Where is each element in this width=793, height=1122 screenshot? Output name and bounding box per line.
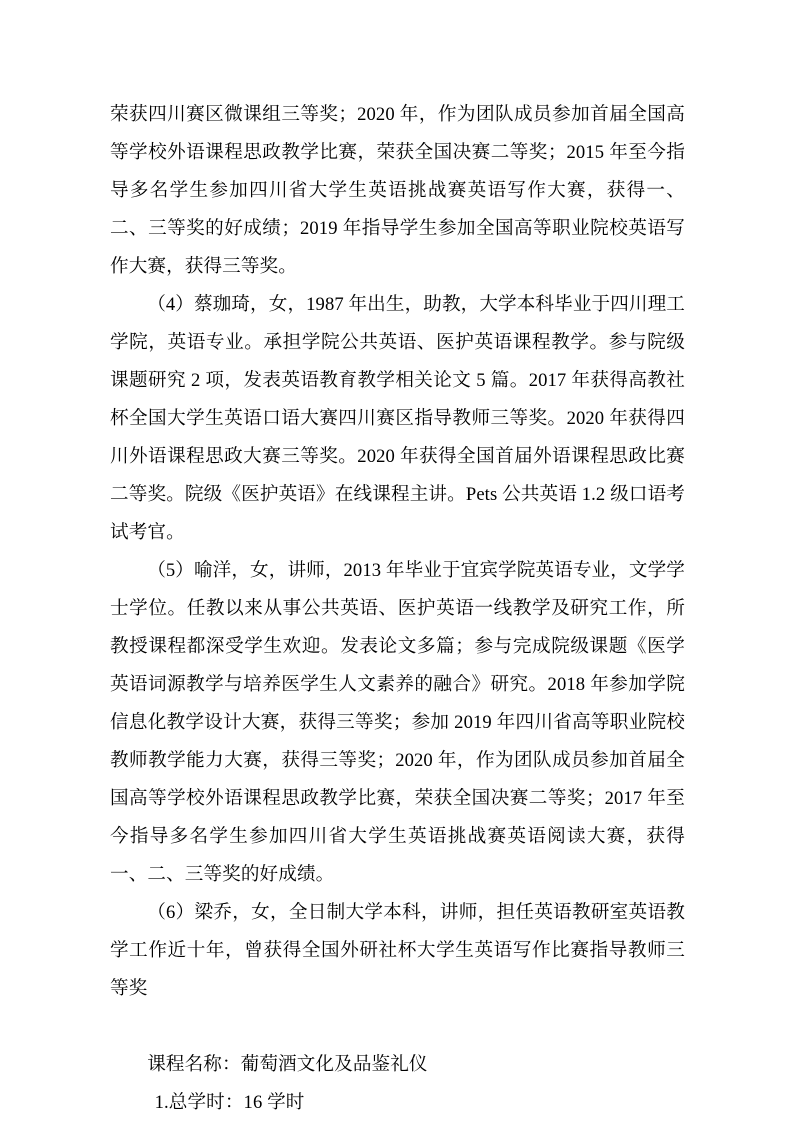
document-body bbox=[110, 96, 685, 1122]
paragraph-continuation: 荣获四川赛区微课组三等奖；2020 年，作为团队成员参加首届全国高等学校外语课程思政教学比赛，荣获全国决赛二等奖；2015 年至今指导多名学生参加四川省大学生英语挑战赛英语写作大赛，获得一、二、三等奖的好成绩；2019 年指导学生参加全国高等职业院校英语写作大赛，获得三等奖。 bbox=[110, 104, 685, 277]
paragraph-item-4: （4）蔡珈琦，女，1987 年出生，助教，大学本科毕业于四川理工学院，英语专业。承担学院公共英语、医护英语课程教学。参与院级课题研究 2 项，发表英语教育教学相关论文 5 篇。2017 年获得高教社杯全国大学生英语口语大赛四川赛区指导教师三等奖。2020 年获得四川外语课程思政大赛三等奖。2020 年获得全国首届外语课程思政比赛二等奖。院级《医护英语》在线课程主讲。Pets 公共英语 1.2 级口语考试考官。 bbox=[110, 294, 685, 543]
paragraph-item-5: （5）喻洋，女，讲师，2013 年毕业于宜宾学院英语专业，文学学士学位。任教以来从事公共英语、医护英语一线教学及研究工作，所教授课程都深受学生欢迎。发表论文多篇；参与完成院级课题《医学英语词源教学与培养医学生人文素养的融合》研究。2018 年参加学院信息化教学设计大赛，获得三等奖；参加 2019 年四川省高等职业院校教师教学能力大赛，获得三等奖；2020 年，作为团队成员参加首届全国高等学校外语课程思政教学比赛，荣获全国决赛二等奖；2017 年至今指导多名学生参加四川省大学生英语挑战赛英语阅读大赛，获得一、二、三等奖的好成绩。 bbox=[110, 560, 685, 885]
course-name-line: 课程名称：葡萄酒文化及品鉴礼仪 bbox=[147, 1054, 428, 1075]
section-spacer bbox=[110, 1008, 685, 1046]
total-hours-line: 1.总学时：16 学时 bbox=[154, 1092, 305, 1113]
paragraph-item-6: （6）梁乔，女，全日制大学本科，讲师，担任英语教研室英语教学工作近十年，曾获得全国外研社杯大学生英语写作比赛指导教师三等奖 bbox=[110, 902, 685, 999]
course-info-section bbox=[110, 1046, 685, 1122]
